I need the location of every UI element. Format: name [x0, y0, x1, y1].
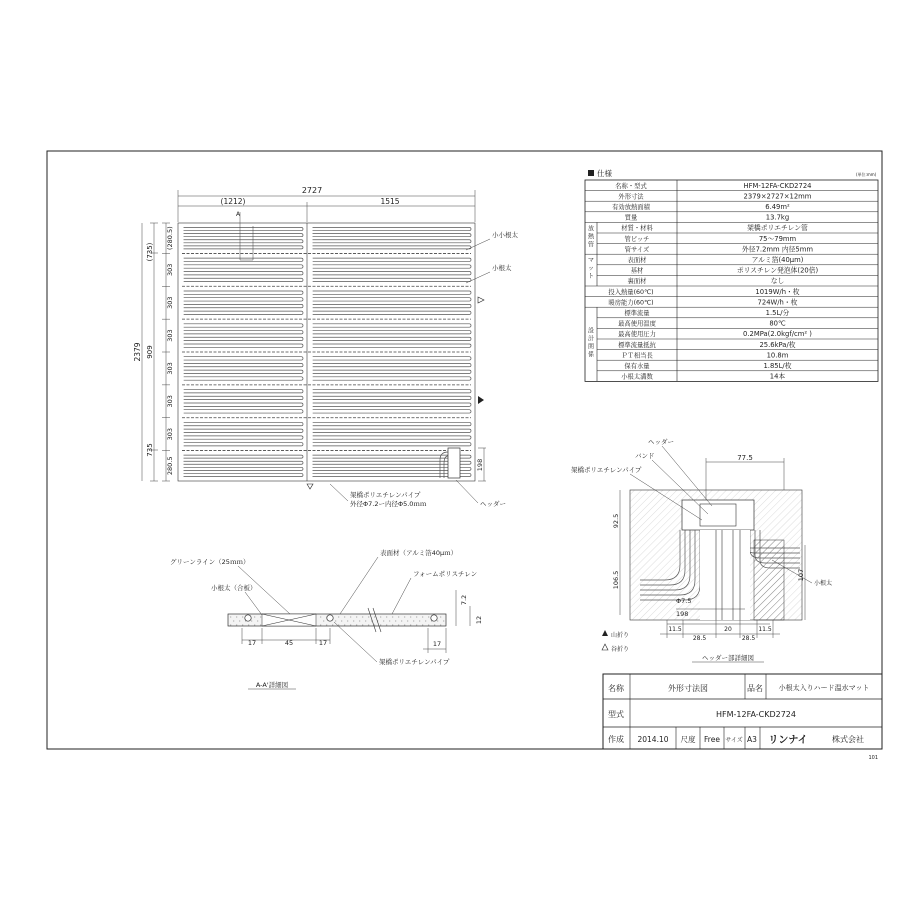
dim-inner-label: 303 — [166, 329, 174, 342]
spec-label: 基材 — [630, 267, 644, 275]
dim-inner-label: 303 — [166, 263, 174, 277]
dim-total-height: 2379 — [133, 342, 142, 362]
sec-foam: フォームポリスチレン — [413, 570, 478, 578]
tb-name-value: 外形寸法図 — [668, 684, 708, 693]
spec-value: 25.6kPa/枚 — [759, 340, 796, 349]
spec-label: 裏面材 — [627, 278, 647, 286]
spec-value: なし — [770, 277, 785, 286]
title-block — [603, 674, 882, 761]
spec-label: 小根太溝数 — [621, 373, 653, 381]
spec-label: 名称・型式 — [615, 182, 647, 190]
hd-dim-bottom: 11.5 — [668, 626, 682, 633]
hd-label-small-header: 小根太 — [814, 580, 833, 587]
spec-label: 材質・材料 — [621, 225, 653, 233]
spec-group: マット — [587, 257, 595, 281]
spec-label: 表面材 — [627, 257, 647, 264]
spec-value: ポリスチレン発泡体(20倍) — [736, 266, 819, 275]
sec-dim-12: 12 — [475, 615, 483, 625]
callout-small-small-header: 小小根太 — [492, 231, 518, 239]
sec-dim-72: 7.2 — [460, 594, 468, 606]
hd-label-band: バンド — [635, 452, 655, 460]
dim-right-width: 1515 — [380, 197, 400, 206]
hd-bottom-dims — [660, 620, 780, 642]
spec-value: 14本 — [769, 372, 786, 381]
sec-dim-45: 45 — [284, 639, 294, 647]
sec-surface: 表面材（アルミ箔40μｍ） — [380, 549, 458, 557]
tb-sheet-no: 101 — [868, 755, 878, 761]
dim-inner-label: 303 — [166, 296, 174, 309]
pipe-loop — [184, 291, 303, 315]
spec-unit: (単位:mm) — [856, 172, 877, 177]
hd-dim-left-1: 92.5 — [612, 513, 620, 529]
tb-size-value: A3 — [747, 735, 757, 744]
tb-type-label: 型式 — [608, 710, 624, 719]
pipe-loop — [184, 455, 303, 476]
sec-green-line: グリーンライン（25ｍｍ） — [170, 558, 250, 566]
tb-company-mark: リンナイ — [768, 735, 808, 746]
spec-group: 放熱管 — [587, 225, 595, 249]
dim-inner-labels — [166, 226, 174, 475]
header-grooves — [182, 253, 471, 450]
sec-dim-17b: 17 — [318, 639, 328, 647]
spec-label: 最高使用温度 — [618, 320, 656, 328]
tb-type-value: HFM-12FA-CKD2724 — [716, 710, 796, 719]
hd-dim-198: 198 — [676, 610, 689, 618]
pipe-loop — [184, 258, 303, 282]
spec-label: 最高使用圧力 — [618, 331, 656, 339]
pipe-loop — [184, 390, 303, 414]
sec-title: A-A'詳細図 — [255, 681, 289, 689]
sec-dim-17c: 17 — [432, 640, 442, 648]
tb-name-label: 名称 — [608, 684, 624, 693]
spec-value: 0.2MPa(2.0kgf/cm² ) — [743, 330, 812, 339]
spec-value: 724W/h・枚 — [757, 298, 798, 307]
spec-heading: 仕様 — [597, 169, 612, 178]
hd-dim-bottom: 11.5 — [758, 626, 772, 633]
pipe-loop — [313, 455, 471, 476]
dim-total-width: 2727 — [301, 186, 323, 195]
spec-value: 75～79mm — [758, 234, 797, 243]
hd-dim-left-2: 106.5 — [612, 570, 620, 590]
tb-scale-label: 尺度 — [680, 735, 696, 744]
valley-fold-marker — [478, 297, 484, 303]
callout-pipe-name: 架橋ポリエチレンパイプ — [350, 491, 421, 499]
spec-value: 架橋ポリエチレン管 — [747, 224, 808, 233]
tb-product-label: 品名 — [747, 684, 763, 693]
header-detail-view — [571, 438, 832, 662]
spec-label: 管サイズ — [624, 246, 650, 254]
pipe-loop — [313, 324, 471, 347]
dim-inner-label: 280.5 — [166, 456, 174, 476]
spec-group: 設計関係 — [587, 327, 595, 359]
callout-small-header: 小根太 — [492, 264, 512, 272]
spec-value: 6.49m² — [765, 203, 790, 211]
spec-value: 80℃ — [769, 319, 786, 328]
spec-label: 質量 — [624, 214, 638, 222]
spec-label: 標準流量抵抗 — [618, 341, 656, 349]
sec-small-header-board: 小根太（合板） — [211, 584, 257, 592]
hd-dim-bottom: 28.5 — [741, 635, 756, 642]
dim-outer-3: 735 — [146, 443, 154, 457]
spec-value: 1.5L/分 — [765, 309, 790, 317]
pipe-loop — [313, 291, 471, 315]
hd-dim-top: 77.5 — [737, 454, 753, 462]
small-header-block — [754, 540, 784, 620]
hd-dim-right: 107 — [797, 568, 805, 582]
section-marker-label: A — [236, 211, 241, 218]
spec-value: HFM-12FA-CKD2724 — [743, 181, 812, 190]
hd-dim-phi: Φ7.5 — [676, 597, 692, 605]
pipe-loop — [313, 390, 471, 414]
callout-header: ヘッダー — [480, 500, 506, 508]
spec-rows — [585, 180, 878, 381]
pipe-loop — [184, 324, 303, 347]
section-view — [170, 548, 483, 689]
sec-pipe: 架橋ポリエチレンパイプ — [379, 658, 450, 666]
tb-date-value: 2014.10 — [637, 735, 669, 744]
spec-table — [585, 168, 878, 381]
spec-value: 1.85L/枚 — [763, 362, 792, 370]
hd-label-pipe: 架橋ポリエチレンパイプ — [571, 466, 642, 474]
dim-left-width: (1212) — [220, 197, 246, 206]
dim-inner-label: 303 — [166, 427, 174, 441]
tb-product-value: 小根太入りハード温水マット — [778, 684, 870, 692]
spec-value: 1019W/h・枚 — [755, 287, 800, 296]
tb-date-label: 作成 — [608, 735, 624, 744]
tb-company-suffix: 株式会社 — [832, 735, 864, 744]
sec-dim-17a: 17 — [247, 639, 257, 647]
tb-scale-value: Free — [704, 735, 720, 744]
dim-outer-1: (735) — [146, 242, 154, 262]
pipe-loop — [184, 357, 303, 381]
legend-valley: 谷折り — [611, 646, 630, 653]
header-box — [448, 448, 460, 478]
spec-label: ＰＴ相当長 — [621, 352, 653, 360]
spec-value: 2379×2727×12mm — [743, 192, 812, 201]
hd-dim-bottom: 28.5 — [692, 635, 707, 642]
hd-title: ヘッダー部詳細図 — [702, 654, 754, 662]
section-body — [228, 614, 446, 626]
spec-value: 13.7kg — [765, 213, 790, 222]
tb-size-label: サイズ — [725, 737, 743, 744]
spec-label: 有効放熱面積 — [612, 204, 650, 211]
pipe-loop — [313, 258, 471, 282]
spec-label: 保有水量 — [624, 363, 650, 370]
legend-mountain: 山折り — [611, 632, 630, 639]
spec-label: 暖房能力(60℃) — [608, 299, 654, 307]
plan-view — [133, 186, 519, 508]
callout-pipe-size: 外径Φ7.2ー内径Φ5.0ｍｍ — [350, 500, 427, 508]
pipe-loop — [184, 228, 303, 249]
pipe-loop — [184, 422, 303, 445]
spec-value: 外径7.2mm 内径5mm — [742, 245, 813, 254]
spec-label: 管ピッチ — [624, 235, 650, 243]
spec-bullet — [588, 170, 594, 176]
spec-label: 標準流量 — [624, 310, 650, 317]
pipe-loop — [313, 422, 471, 445]
pipe-loop — [313, 228, 471, 249]
pipe-runs — [184, 228, 471, 478]
dim-inner-label: 303 — [166, 395, 174, 408]
hd-dim-bottom: 20 — [724, 626, 732, 633]
dim-outer-2: 909 — [146, 345, 154, 359]
dim-right-198: 198 — [476, 458, 484, 472]
pipe-loop — [313, 357, 471, 381]
mountain-fold-marker — [478, 396, 484, 404]
hd-label-header: ヘッダー — [648, 438, 674, 446]
spec-label: 外形寸法 — [618, 193, 644, 201]
dim-inner-label: (280.5) — [166, 226, 174, 251]
dim-inner-label: 303 — [166, 362, 174, 375]
spec-value: アルミ箔(40μm) — [751, 256, 804, 264]
spec-value: 10.8m — [766, 351, 789, 360]
spec-label: 投入熱量(60℃) — [608, 288, 654, 296]
